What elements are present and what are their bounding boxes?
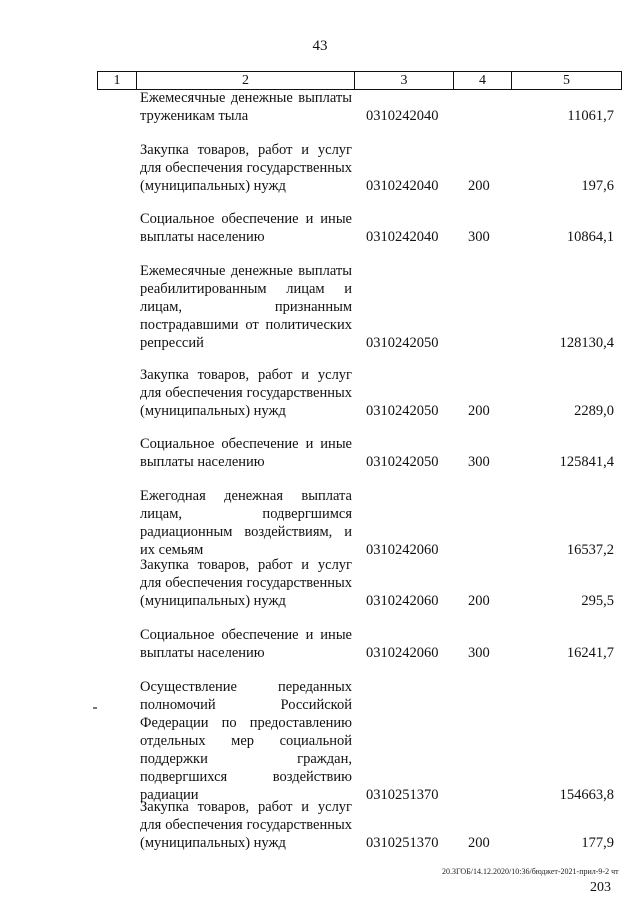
table-row (140, 210, 620, 246)
table-row (140, 798, 620, 852)
table-row (140, 366, 620, 420)
row-description: Закупка товаров, работ и услуг для обеспечения государственных (муниципальных) нужд (140, 557, 352, 609)
row-description: Закупка товаров, работ и услуг для обеспечения государственных (муниципальных) нужд (140, 142, 352, 194)
row-value: 16537,2 (566, 542, 614, 558)
table-row (140, 141, 620, 195)
row-value: 16241,7 (566, 645, 614, 661)
margin-mark (93, 707, 97, 709)
row-type: 300 (468, 645, 490, 661)
row-description: Закупка товаров, работ и услуг для обеспечения государственных (муниципальных) нужд (140, 799, 352, 851)
table-row (140, 556, 620, 610)
row-code: 0310242050 (366, 403, 439, 419)
header-col-3: 3 (355, 72, 454, 89)
row-type: 200 (468, 835, 490, 851)
table-row (140, 262, 620, 352)
table-row (140, 626, 620, 662)
row-code: 0310242060 (366, 645, 439, 661)
row-description: Социальное обеспечение и иные выплаты населению (140, 211, 352, 245)
row-description: Ежегодная денежная выплата лицам, подвергшимся радиационным воздействиям, и их семьям (140, 488, 352, 558)
row-value: 10864,1 (566, 229, 614, 245)
row-value: 197,6 (581, 178, 614, 194)
page-number: 43 (312, 38, 328, 54)
table-row (140, 487, 620, 559)
header-col-5: 5 (563, 73, 570, 88)
row-description: Осуществление переданных полномочий Российской Федерации по предоставлению отдельных мер социальной поддержки граждан, подвергшихся воздействию радиации (140, 679, 352, 803)
row-type: 200 (468, 403, 490, 419)
header-col-4: 4 (454, 72, 512, 89)
row-value: 154663,8 (559, 787, 614, 803)
row-value: 177,9 (581, 835, 614, 851)
row-description: Ежемесячные денежные выплаты труженикам тыла (140, 90, 352, 124)
row-type: 300 (468, 454, 490, 470)
row-code: 0310242040 (366, 108, 439, 124)
row-value: 125841,4 (559, 454, 614, 470)
row-value: 295,5 (581, 593, 614, 609)
footer-page-number: 203 (590, 880, 611, 895)
table-row (140, 435, 620, 471)
row-code: 0310242040 (366, 178, 439, 194)
row-value: 2289,0 (574, 403, 614, 419)
row-description: Социальное обеспечение и иные выплаты населению (140, 627, 352, 661)
row-type: 300 (468, 229, 490, 245)
row-code: 0310251370 (366, 787, 439, 803)
header-col-1: 1 (98, 72, 137, 89)
row-description: Закупка товаров, работ и услуг для обеспечения государственных (муниципальных) нужд (140, 367, 352, 419)
row-code: 0310242050 (366, 454, 439, 470)
row-code: 0310242040 (366, 229, 439, 245)
table-row (140, 678, 620, 804)
row-value: 128130,4 (559, 335, 614, 351)
row-description: Социальное обеспечение и иные выплаты населению (140, 436, 352, 470)
table-row (140, 89, 620, 125)
footer-file-stamp: 20.ЗГОБ/14.12.2020/10:36/бюджет-2021-прил-9-2 чт (442, 867, 619, 876)
row-type: 200 (468, 178, 490, 194)
row-description: Ежемесячные денежные выплаты реабилитированным лицам и лицам, признанным пострадавшими от политических репрессий (140, 263, 352, 351)
row-code: 0310242060 (366, 542, 439, 558)
row-code: 0310242060 (366, 593, 439, 609)
row-code: 0310242050 (366, 335, 439, 351)
table-header (97, 71, 622, 90)
header-col-2: 2 (137, 72, 355, 89)
row-code: 0310251370 (366, 835, 439, 851)
row-value: 11061,7 (567, 108, 614, 124)
row-type: 200 (468, 593, 490, 609)
